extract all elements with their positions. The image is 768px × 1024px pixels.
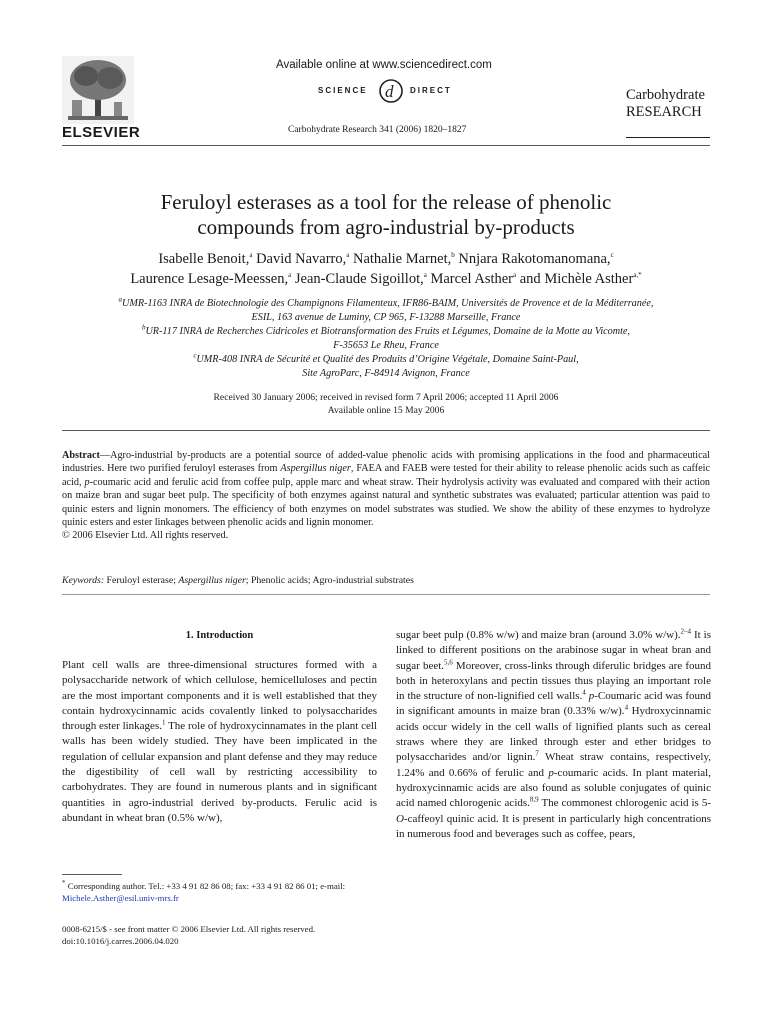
journal-name-line1: Carbohydrate <box>626 87 705 103</box>
citation-ref[interactable]: 5,6 <box>444 657 453 666</box>
affil-text: F-35653 Le Rheu, France <box>333 340 439 351</box>
journal-underline <box>626 137 710 138</box>
affil-mark: a <box>118 295 123 304</box>
keywords-divider <box>62 594 710 595</box>
body-left-column <box>62 658 377 826</box>
author-name: Nathalie Marnet, <box>349 251 452 267</box>
received-dates: Received 30 January 2006; received in revised form 7 April 2006; accepted 11 April 2006 <box>213 392 559 403</box>
author-line1 <box>62 249 710 269</box>
publisher-name: ELSEVIER <box>62 124 141 141</box>
sd-swirl-icon <box>376 78 406 109</box>
affil-mark: c <box>193 351 197 360</box>
article-title <box>62 190 710 240</box>
italic-p: p <box>548 766 554 779</box>
author-conjunction: and <box>516 271 545 287</box>
affiliation-b <box>62 325 710 339</box>
abstract-dash: — <box>99 450 111 461</box>
online-date: Available online 15 May 2006 <box>327 405 445 416</box>
affiliation-c <box>62 353 710 367</box>
citation-ref[interactable]: 4 <box>582 688 586 697</box>
author-name: Isabelle Benoit, <box>158 251 250 267</box>
sd-right-text: DIRECT <box>410 86 452 95</box>
author-list <box>62 249 710 289</box>
elsevier-tree-logo <box>62 56 134 124</box>
header-divider <box>62 145 710 146</box>
sciencedirect-logo <box>318 78 466 104</box>
affil-text: UR-117 INRA de Recherches Cidricoles et Biotransformation des Fruits et Légumes, Domaine de la Motte au Vicomte, <box>145 326 631 337</box>
author-name: Jean-Claude Sigoillot, <box>291 271 424 287</box>
title-line2: compounds from agro-industrial by-products <box>197 215 575 239</box>
doi-line[interactable]: doi:10.1016/j.carres.2006.04.020 <box>62 936 179 946</box>
title-line1: Feruloyl esterases as a tool for the release of phenolic <box>160 190 612 214</box>
citation-ref[interactable]: 4 <box>624 703 629 712</box>
body-text: Wheat straw contains, respectively, 1.24% and 0.66% of ferulic and <box>396 751 711 779</box>
available-online-text[interactable]: Available online at www.sciencedirect.com <box>276 59 492 71</box>
footnote-text: Corresponding author. Tel.: +33 4 91 82 86 08; fax: +33 4 91 82 86 01; e-mail: <box>65 881 346 891</box>
keyword-text: ; Phenolic acids; Agro-industrial substrates <box>245 575 414 586</box>
author-affil-mark: b <box>451 251 455 260</box>
affil-text: Site AgroParc, F-84914 Avignon, France <box>302 368 470 379</box>
abstract-divider <box>62 430 710 431</box>
keyword-text: Feruloyl esterase; <box>104 575 179 586</box>
body-text: -caffeoyl quinic acid. It is present in particularly high concentrations in numerous food and beverages such as coffee, pears, <box>396 812 711 840</box>
body-right-column <box>396 628 711 842</box>
footnote-star: * <box>62 879 66 888</box>
author-email-link[interactable]: Michele.Asther@esil.univ-mrs.fr <box>62 893 179 903</box>
journal-name <box>626 87 705 121</box>
author-line2 <box>62 269 710 289</box>
imprint <box>62 923 392 947</box>
author-affil-mark: a,* <box>633 271 642 280</box>
body-text: sugar beet pulp (0.8% w/w) and maize bran (around 3.0% w/w). <box>396 629 681 641</box>
author-name: David Navarro, <box>252 251 347 267</box>
abstract-copyright: © 2006 Elsevier Ltd. All rights reserved. <box>62 530 229 542</box>
body-text: -coumaric acids. In plant material, hydroxycinnamic acids are also found as soluble conjugates of quinic acid named chlorogenic acids. <box>396 766 711 810</box>
body-text: Plant cell walls are three-dimensional structures formed with a polysaccharide network of which cellulose, hemicelluloses and pectin are the most important components and it is well established that they contain hydroxycinnamic acids covalently linked to polysaccharides through ester linkages. <box>62 659 377 733</box>
abstract-italic-p: p <box>84 476 90 488</box>
abstract-text: Agro-industrial by-products are a potential source of added-value phenolic acids with promising applications in the food and pharmaceutical industries. Here two purified feruloyl esterases from <box>62 450 710 475</box>
section-heading: 1. Introduction <box>185 630 254 641</box>
body-text: -Coumaric acid was found in significant amounts in maize bran (0.33% w/w). <box>396 690 712 718</box>
body-text: The commonest chlorogenic acid is 5- <box>538 797 711 810</box>
affil-mark: b <box>141 323 146 332</box>
citation-ref[interactable]: 7 <box>535 749 539 758</box>
author-affil-mark: a <box>346 251 350 260</box>
body-text: Hydroxycinnamic acids occur widely in the cell walls of lignified plants such as cereal straws where they are linked through ester and ether bridges to polysaccharides and/or lignin. <box>396 705 711 764</box>
affil-text: UMR-408 INRA de Sécurité et Qualité des Produits d’Origine Végétale, Domaine Saint-Paul, <box>196 354 579 365</box>
issn-line: 0008-6215/$ - see front matter © 2006 Elsevier Ltd. All rights reserved. <box>62 924 316 934</box>
keywords <box>62 575 710 586</box>
body-text: The role of hydroxycinnamates in the plant cell walls has been widely studied. They have been implicated in the regulation of cellular expansion and plant defense and they may reduce the digestibility of cell wall by restricting accessibility to carbohydrates. They are found in numerous plants and in significant quantities in agro-industrial derived by-products. Ferulic acid is abundant in wheat bran (0.5% w/w), <box>62 720 377 824</box>
abstract <box>62 449 710 543</box>
citation-ref[interactable]: 2–4 <box>680 627 692 636</box>
body-text: It is linked to different positions on the arabinose sugar in wheat bran and sugar beet. <box>396 629 711 672</box>
author-affil-mark: a <box>513 271 517 280</box>
sd-left-text: SCIENCE <box>318 86 368 95</box>
author-name: Michèle Asther <box>544 271 634 287</box>
affiliations <box>62 297 710 381</box>
italic-p: p <box>588 690 595 703</box>
author-name: Marcel Asther <box>426 271 514 287</box>
svg-text:d: d <box>385 82 394 101</box>
footnote-divider <box>62 874 122 875</box>
italic-o: O <box>396 812 404 825</box>
article-dates <box>62 391 710 417</box>
body-text: Moreover, cross-links through diferulic bridges are found both in heteroxylans and pectin tissues thus playing an important role in the structure of non-lignified cell walls. <box>396 659 711 703</box>
affiliation-a <box>62 297 710 311</box>
abstract-text: -coumaric acid and ferulic acid from coffee pulp, apple marc and wheat straw. Their hydrolysis activity was evaluated and compared with their action on maize bran and sugar beet pulp. The specificity of both enzymes against natural and synthetic substrates was evaluated; particular attention was paid to quinic esters and lignin monomers. The efficiency of both enzymes on model substrates was studied. We show the ability of these enzymes to hydrolyze quinic esters and ester linkages between phenolic acids and lignin monomer. <box>62 476 711 529</box>
author-affil-mark: c <box>610 251 614 260</box>
citation-ref[interactable]: 1 <box>161 718 166 727</box>
journal-citation: Carbohydrate Research 341 (2006) 1820–1827 <box>288 125 467 135</box>
corresponding-author-footnote <box>62 880 377 904</box>
keyword-species: Aspergillus niger <box>178 575 246 586</box>
abstract-text: , FAEA and FAEB were tested for their ability to release phenolic acids such as caffeic acid, <box>62 463 710 488</box>
author-affil-mark: a <box>249 251 253 260</box>
author-name: Nnjara Rakotomanomana, <box>454 251 611 267</box>
affil-text: UMR-1163 INRA de Biotechnologie des Champignons Filamenteux, IFR86-BAIM, Universités de Provence et de la Méditerranée, <box>122 298 654 309</box>
author-name: Laurence Lesage-Meessen, <box>130 271 289 287</box>
author-affil-mark: a <box>288 271 292 280</box>
keywords-label: Keywords: <box>62 575 105 586</box>
journal-name-line2: RESEARCH <box>626 104 702 120</box>
author-affil-mark: a <box>423 271 427 280</box>
citation-ref[interactable]: 8,9 <box>529 795 539 804</box>
abstract-species: Aspergillus niger <box>280 463 351 475</box>
affil-text: ESIL, 163 avenue de Luminy, CP 965, F-13288 Marseille, France <box>251 312 521 323</box>
abstract-label: Abstract <box>62 450 100 461</box>
